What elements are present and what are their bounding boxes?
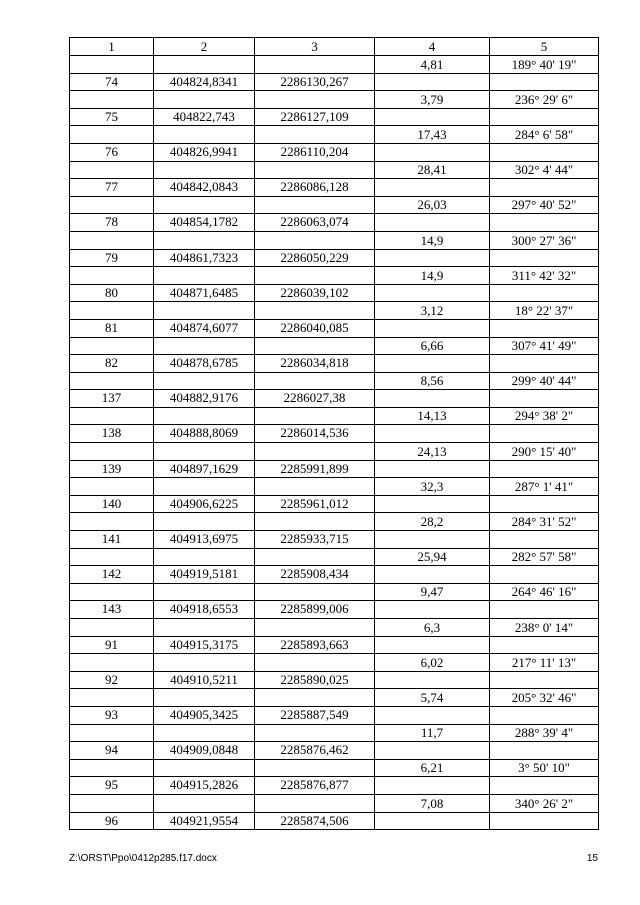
segment-row bbox=[70, 372, 599, 390]
angle-cell bbox=[490, 179, 599, 197]
y-coordinate-cell: 2286040,085 bbox=[255, 319, 375, 337]
point-number-cell bbox=[70, 267, 154, 285]
x-coordinate-cell: 404910,5211 bbox=[154, 671, 255, 689]
point-row bbox=[70, 284, 599, 302]
point-row bbox=[70, 742, 599, 760]
angle-cell bbox=[490, 355, 599, 373]
segment-row bbox=[70, 759, 599, 777]
distance-cell bbox=[375, 742, 490, 760]
point-number-cell bbox=[70, 231, 154, 249]
angle-cell: 302° 4' 44" bbox=[490, 161, 599, 179]
x-coordinate-cell: 404915,2826 bbox=[154, 777, 255, 795]
point-number-cell: 77 bbox=[70, 179, 154, 197]
distance-cell: 14,13 bbox=[375, 407, 490, 425]
y-coordinate-cell: 2286130,267 bbox=[255, 73, 375, 91]
distance-cell: 3,79 bbox=[375, 91, 490, 109]
segment-row bbox=[70, 583, 599, 601]
y-coordinate-cell: 2286027,38 bbox=[255, 390, 375, 408]
segment-row bbox=[70, 302, 599, 320]
distance-cell: 14,9 bbox=[375, 231, 490, 249]
x-coordinate-cell bbox=[154, 161, 255, 179]
angle-cell: 288° 39' 4" bbox=[490, 724, 599, 742]
x-coordinate-cell: 404854,1782 bbox=[154, 214, 255, 232]
distance-cell bbox=[375, 636, 490, 654]
angle-cell bbox=[490, 143, 599, 161]
x-coordinate-cell: 404842,0843 bbox=[154, 179, 255, 197]
segment-row bbox=[70, 794, 599, 812]
point-number-cell: 76 bbox=[70, 143, 154, 161]
header-cell: 4 bbox=[375, 38, 490, 56]
y-coordinate-cell: 2285890,025 bbox=[255, 671, 375, 689]
x-coordinate-cell bbox=[154, 231, 255, 249]
angle-cell bbox=[490, 390, 599, 408]
distance-cell bbox=[375, 601, 490, 619]
point-number-cell: 91 bbox=[70, 636, 154, 654]
distance-cell: 25,94 bbox=[375, 548, 490, 566]
y-coordinate-cell bbox=[255, 407, 375, 425]
x-coordinate-cell: 404871,6485 bbox=[154, 284, 255, 302]
point-number-cell bbox=[70, 126, 154, 144]
distance-cell: 24,13 bbox=[375, 443, 490, 461]
distance-cell: 6,21 bbox=[375, 759, 490, 777]
x-coordinate-cell: 404882,9176 bbox=[154, 390, 255, 408]
segment-row bbox=[70, 724, 599, 742]
x-coordinate-cell: 404905,3425 bbox=[154, 706, 255, 724]
y-coordinate-cell: 2286086,128 bbox=[255, 179, 375, 197]
y-coordinate-cell bbox=[255, 196, 375, 214]
point-number-cell bbox=[70, 372, 154, 390]
angle-cell bbox=[490, 249, 599, 267]
y-coordinate-cell bbox=[255, 267, 375, 285]
angle-cell: 287° 1' 41" bbox=[490, 478, 599, 496]
distance-cell bbox=[375, 777, 490, 795]
x-coordinate-cell bbox=[154, 196, 255, 214]
x-coordinate-cell bbox=[154, 302, 255, 320]
point-number-cell: 138 bbox=[70, 425, 154, 443]
y-coordinate-cell: 2286014,536 bbox=[255, 425, 375, 443]
point-row bbox=[70, 108, 599, 126]
angle-cell: 340° 26' 2" bbox=[490, 794, 599, 812]
angle-cell: 299° 40' 44" bbox=[490, 372, 599, 390]
distance-cell: 6,66 bbox=[375, 337, 490, 355]
distance-cell bbox=[375, 671, 490, 689]
y-coordinate-cell bbox=[255, 231, 375, 249]
point-number-cell: 137 bbox=[70, 390, 154, 408]
y-coordinate-cell: 2285876,462 bbox=[255, 742, 375, 760]
x-coordinate-cell bbox=[154, 513, 255, 531]
point-number-cell: 74 bbox=[70, 73, 154, 91]
point-row bbox=[70, 249, 599, 267]
y-coordinate-cell bbox=[255, 56, 375, 74]
distance-cell bbox=[375, 249, 490, 267]
segment-row bbox=[70, 161, 599, 179]
x-coordinate-cell bbox=[154, 267, 255, 285]
table-header-row bbox=[70, 38, 599, 56]
angle-cell: 297° 40' 52" bbox=[490, 196, 599, 214]
angle-cell: 236° 29' 6" bbox=[490, 91, 599, 109]
distance-cell bbox=[375, 179, 490, 197]
distance-cell bbox=[375, 812, 490, 830]
angle-cell bbox=[490, 601, 599, 619]
y-coordinate-cell bbox=[255, 759, 375, 777]
point-number-cell: 79 bbox=[70, 249, 154, 267]
distance-cell bbox=[375, 143, 490, 161]
point-row bbox=[70, 390, 599, 408]
x-coordinate-cell: 404913,6975 bbox=[154, 531, 255, 549]
point-row bbox=[70, 319, 599, 337]
distance-cell bbox=[375, 73, 490, 91]
point-row bbox=[70, 601, 599, 619]
distance-cell bbox=[375, 706, 490, 724]
angle-cell: 284° 31' 52" bbox=[490, 513, 599, 531]
point-row bbox=[70, 531, 599, 549]
angle-cell: 300° 27' 36" bbox=[490, 231, 599, 249]
y-coordinate-cell bbox=[255, 478, 375, 496]
x-coordinate-cell bbox=[154, 794, 255, 812]
x-coordinate-cell: 404822,743 bbox=[154, 108, 255, 126]
y-coordinate-cell: 2286050,229 bbox=[255, 249, 375, 267]
x-coordinate-cell bbox=[154, 654, 255, 672]
x-coordinate-cell bbox=[154, 91, 255, 109]
x-coordinate-cell: 404897,1629 bbox=[154, 460, 255, 478]
y-coordinate-cell bbox=[255, 689, 375, 707]
distance-cell: 11,7 bbox=[375, 724, 490, 742]
x-coordinate-cell bbox=[154, 583, 255, 601]
distance-cell: 5,74 bbox=[375, 689, 490, 707]
angle-cell: 217° 11' 13" bbox=[490, 654, 599, 672]
point-number-cell: 95 bbox=[70, 777, 154, 795]
point-row bbox=[70, 143, 599, 161]
point-number-cell bbox=[70, 794, 154, 812]
point-row bbox=[70, 777, 599, 795]
x-coordinate-cell: 404861,7323 bbox=[154, 249, 255, 267]
angle-cell: 264° 46' 16" bbox=[490, 583, 599, 601]
y-coordinate-cell bbox=[255, 619, 375, 637]
angle-cell bbox=[490, 108, 599, 126]
point-number-cell bbox=[70, 583, 154, 601]
file-path: Z:\ORST\Ppo\0412p285.f17.docx bbox=[69, 853, 217, 864]
x-coordinate-cell: 404888,8069 bbox=[154, 425, 255, 443]
point-number-cell bbox=[70, 689, 154, 707]
angle-cell: 205° 32' 46" bbox=[490, 689, 599, 707]
point-number-cell bbox=[70, 548, 154, 566]
x-coordinate-cell bbox=[154, 724, 255, 742]
distance-cell: 28,41 bbox=[375, 161, 490, 179]
point-number-cell: 81 bbox=[70, 319, 154, 337]
point-number-cell bbox=[70, 478, 154, 496]
angle-cell: 307° 41' 49" bbox=[490, 337, 599, 355]
angle-cell: 3° 50' 10" bbox=[490, 759, 599, 777]
y-coordinate-cell: 2286110,204 bbox=[255, 143, 375, 161]
distance-cell: 32,3 bbox=[375, 478, 490, 496]
distance-cell: 7,08 bbox=[375, 794, 490, 812]
y-coordinate-cell: 2286034,818 bbox=[255, 355, 375, 373]
segment-row bbox=[70, 407, 599, 425]
distance-cell bbox=[375, 531, 490, 549]
y-coordinate-cell bbox=[255, 513, 375, 531]
y-coordinate-cell: 2285961,012 bbox=[255, 495, 375, 513]
angle-cell bbox=[490, 425, 599, 443]
x-coordinate-cell: 404824,8341 bbox=[154, 73, 255, 91]
distance-cell: 6,02 bbox=[375, 654, 490, 672]
angle-cell bbox=[490, 531, 599, 549]
header-cell: 3 bbox=[255, 38, 375, 56]
angle-cell: 311° 42' 32" bbox=[490, 267, 599, 285]
distance-cell: 4,81 bbox=[375, 56, 490, 74]
y-coordinate-cell: 2285876,877 bbox=[255, 777, 375, 795]
point-row bbox=[70, 566, 599, 584]
angle-cell bbox=[490, 742, 599, 760]
distance-cell bbox=[375, 460, 490, 478]
segment-row bbox=[70, 56, 599, 74]
angle-cell: 18° 22' 37" bbox=[490, 302, 599, 320]
distance-cell: 14,9 bbox=[375, 267, 490, 285]
y-coordinate-cell: 2286039,102 bbox=[255, 284, 375, 302]
point-number-cell bbox=[70, 161, 154, 179]
point-number-cell bbox=[70, 619, 154, 637]
y-coordinate-cell: 2285908,434 bbox=[255, 566, 375, 584]
x-coordinate-cell bbox=[154, 337, 255, 355]
point-number-cell: 78 bbox=[70, 214, 154, 232]
point-number-cell bbox=[70, 654, 154, 672]
point-row bbox=[70, 355, 599, 373]
y-coordinate-cell: 2286127,109 bbox=[255, 108, 375, 126]
distance-cell bbox=[375, 495, 490, 513]
segment-row bbox=[70, 513, 599, 531]
angle-cell bbox=[490, 777, 599, 795]
y-coordinate-cell: 2285991,899 bbox=[255, 460, 375, 478]
y-coordinate-cell bbox=[255, 91, 375, 109]
point-row bbox=[70, 460, 599, 478]
y-coordinate-cell: 2285874,506 bbox=[255, 812, 375, 830]
x-coordinate-cell bbox=[154, 56, 255, 74]
x-coordinate-cell bbox=[154, 759, 255, 777]
point-row bbox=[70, 706, 599, 724]
page-number: 15 bbox=[586, 853, 598, 864]
x-coordinate-cell: 404909,0848 bbox=[154, 742, 255, 760]
angle-cell bbox=[490, 284, 599, 302]
point-number-cell: 140 bbox=[70, 495, 154, 513]
x-coordinate-cell: 404921,9554 bbox=[154, 812, 255, 830]
angle-cell bbox=[490, 706, 599, 724]
point-number-cell: 92 bbox=[70, 671, 154, 689]
distance-cell: 17,43 bbox=[375, 126, 490, 144]
x-coordinate-cell: 404874,6077 bbox=[154, 319, 255, 337]
angle-cell bbox=[490, 636, 599, 654]
point-number-cell: 75 bbox=[70, 108, 154, 126]
point-number-cell bbox=[70, 407, 154, 425]
distance-cell: 6,3 bbox=[375, 619, 490, 637]
point-row bbox=[70, 179, 599, 197]
segment-row bbox=[70, 196, 599, 214]
angle-cell bbox=[490, 319, 599, 337]
y-coordinate-cell bbox=[255, 724, 375, 742]
table-body bbox=[70, 56, 599, 830]
angle-cell bbox=[490, 566, 599, 584]
angle-cell: 238° 0' 14" bbox=[490, 619, 599, 637]
distance-cell bbox=[375, 566, 490, 584]
segment-row bbox=[70, 231, 599, 249]
angle-cell: 189° 40' 19" bbox=[490, 56, 599, 74]
x-coordinate-cell bbox=[154, 548, 255, 566]
angle-cell bbox=[490, 73, 599, 91]
angle-cell bbox=[490, 671, 599, 689]
y-coordinate-cell bbox=[255, 161, 375, 179]
x-coordinate-cell bbox=[154, 619, 255, 637]
y-coordinate-cell bbox=[255, 337, 375, 355]
x-coordinate-cell bbox=[154, 126, 255, 144]
point-number-cell bbox=[70, 443, 154, 461]
angle-cell: 290° 15' 40" bbox=[490, 443, 599, 461]
angle-cell bbox=[490, 460, 599, 478]
y-coordinate-cell bbox=[255, 794, 375, 812]
coordinates-table bbox=[69, 37, 599, 830]
x-coordinate-cell bbox=[154, 372, 255, 390]
header-cell: 2 bbox=[154, 38, 255, 56]
distance-cell: 8,56 bbox=[375, 372, 490, 390]
segment-row bbox=[70, 689, 599, 707]
distance-cell: 9,47 bbox=[375, 583, 490, 601]
y-coordinate-cell bbox=[255, 443, 375, 461]
y-coordinate-cell: 2285893,663 bbox=[255, 636, 375, 654]
angle-cell: 284° 6' 58" bbox=[490, 126, 599, 144]
y-coordinate-cell: 2285899,006 bbox=[255, 601, 375, 619]
distance-cell bbox=[375, 214, 490, 232]
point-number-cell bbox=[70, 759, 154, 777]
y-coordinate-cell bbox=[255, 654, 375, 672]
distance-cell: 3,12 bbox=[375, 302, 490, 320]
point-number-cell: 143 bbox=[70, 601, 154, 619]
x-coordinate-cell: 404919,5181 bbox=[154, 566, 255, 584]
segment-row bbox=[70, 654, 599, 672]
distance-cell bbox=[375, 319, 490, 337]
x-coordinate-cell: 404906,6225 bbox=[154, 495, 255, 513]
point-row bbox=[70, 495, 599, 513]
y-coordinate-cell bbox=[255, 548, 375, 566]
segment-row bbox=[70, 91, 599, 109]
x-coordinate-cell bbox=[154, 407, 255, 425]
point-number-cell: 96 bbox=[70, 812, 154, 830]
point-number-cell bbox=[70, 513, 154, 531]
point-number-cell bbox=[70, 56, 154, 74]
distance-cell bbox=[375, 390, 490, 408]
point-row bbox=[70, 636, 599, 654]
y-coordinate-cell bbox=[255, 302, 375, 320]
segment-row bbox=[70, 548, 599, 566]
distance-cell bbox=[375, 284, 490, 302]
point-row bbox=[70, 425, 599, 443]
x-coordinate-cell: 404878,6785 bbox=[154, 355, 255, 373]
distance-cell bbox=[375, 425, 490, 443]
point-row bbox=[70, 671, 599, 689]
segment-row bbox=[70, 443, 599, 461]
point-number-cell: 94 bbox=[70, 742, 154, 760]
point-number-cell bbox=[70, 337, 154, 355]
x-coordinate-cell bbox=[154, 478, 255, 496]
distance-cell bbox=[375, 355, 490, 373]
point-number-cell: 139 bbox=[70, 460, 154, 478]
header-cell: 1 bbox=[70, 38, 154, 56]
point-number-cell bbox=[70, 196, 154, 214]
point-number-cell: 142 bbox=[70, 566, 154, 584]
distance-cell bbox=[375, 108, 490, 126]
y-coordinate-cell bbox=[255, 126, 375, 144]
angle-cell bbox=[490, 495, 599, 513]
segment-row bbox=[70, 267, 599, 285]
segment-row bbox=[70, 619, 599, 637]
point-row bbox=[70, 73, 599, 91]
y-coordinate-cell bbox=[255, 372, 375, 390]
point-number-cell: 82 bbox=[70, 355, 154, 373]
x-coordinate-cell bbox=[154, 689, 255, 707]
x-coordinate-cell: 404918,6553 bbox=[154, 601, 255, 619]
point-number-cell bbox=[70, 302, 154, 320]
header-cell: 5 bbox=[490, 38, 599, 56]
y-coordinate-cell: 2285887,549 bbox=[255, 706, 375, 724]
y-coordinate-cell: 2286063,074 bbox=[255, 214, 375, 232]
point-row bbox=[70, 812, 599, 830]
point-number-cell: 93 bbox=[70, 706, 154, 724]
segment-row bbox=[70, 126, 599, 144]
distance-cell: 26,03 bbox=[375, 196, 490, 214]
y-coordinate-cell: 2285933,715 bbox=[255, 531, 375, 549]
x-coordinate-cell bbox=[154, 443, 255, 461]
point-number-cell bbox=[70, 91, 154, 109]
angle-cell: 282° 57' 58" bbox=[490, 548, 599, 566]
point-number-cell bbox=[70, 724, 154, 742]
y-coordinate-cell bbox=[255, 583, 375, 601]
angle-cell bbox=[490, 214, 599, 232]
x-coordinate-cell: 404826,9941 bbox=[154, 143, 255, 161]
point-number-cell: 141 bbox=[70, 531, 154, 549]
angle-cell bbox=[490, 812, 599, 830]
angle-cell: 294° 38' 2" bbox=[490, 407, 599, 425]
segment-row bbox=[70, 337, 599, 355]
distance-cell: 28,2 bbox=[375, 513, 490, 531]
segment-row bbox=[70, 478, 599, 496]
x-coordinate-cell: 404915,3175 bbox=[154, 636, 255, 654]
point-row bbox=[70, 214, 599, 232]
point-number-cell: 80 bbox=[70, 284, 154, 302]
